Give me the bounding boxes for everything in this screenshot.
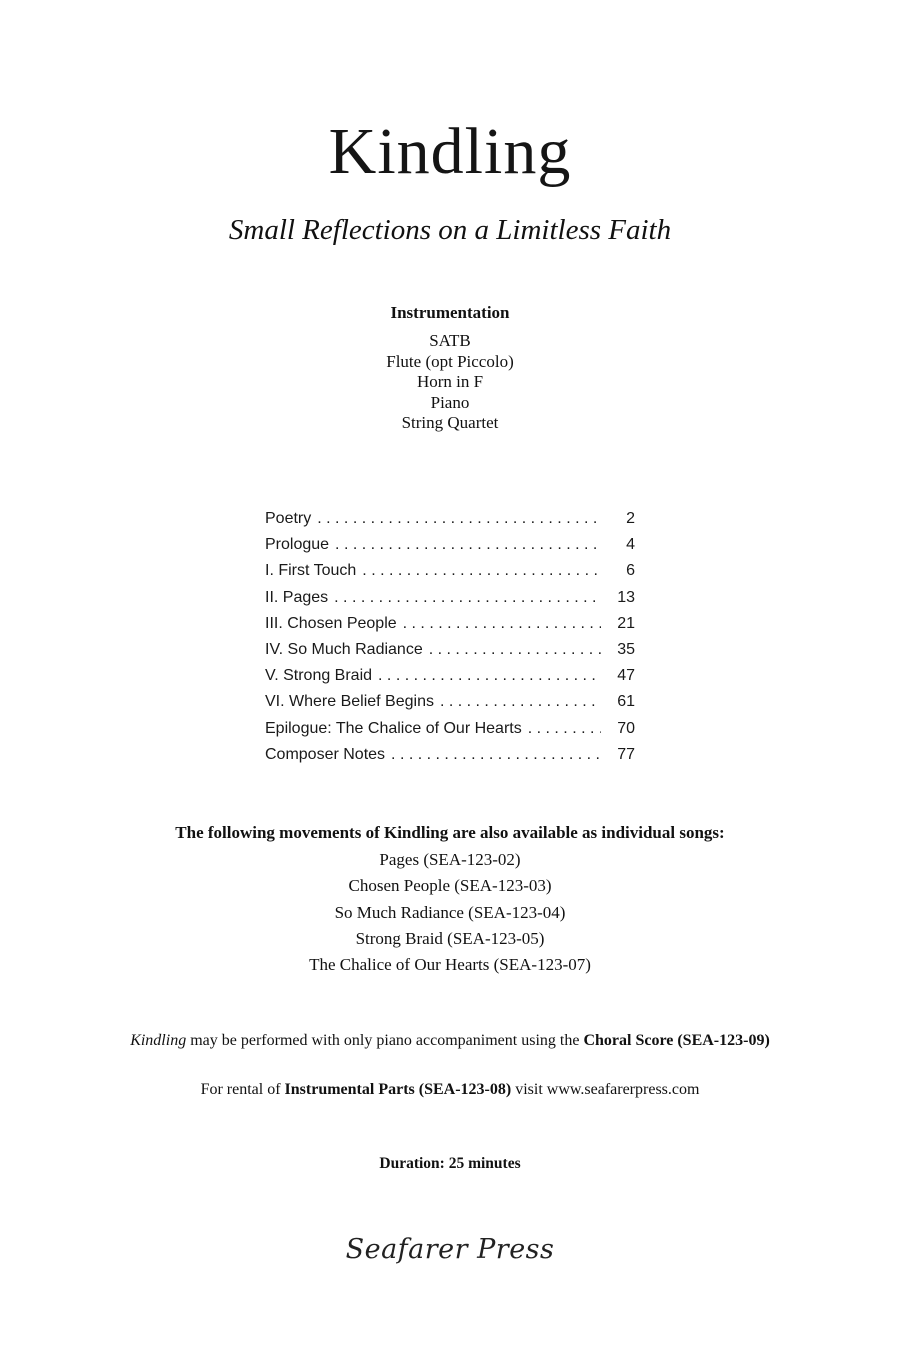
toc-entry-title: Composer Notes [265, 745, 386, 763]
toc-entry-title: V. Strong Braid [265, 667, 373, 685]
toc-entry-title: II. Pages [265, 588, 329, 606]
toc-leader-dots [440, 689, 601, 715]
toc-entry [265, 585, 635, 611]
table-of-contents [265, 506, 635, 768]
song-item: Pages (SEA-123-02) [379, 850, 521, 869]
toc-entry-page: 6 [626, 562, 635, 580]
toc-leader-dots [528, 716, 601, 742]
toc-entry [265, 637, 635, 663]
publisher-logo: Seafarer Press [345, 1234, 555, 1265]
work-title: Kindling [328, 115, 572, 188]
song-item: Chosen People (SEA-123-03) [348, 876, 552, 896]
duration: Duration: 25 minutes [379, 1155, 521, 1172]
instrumentation-heading: Instrumentation [390, 303, 510, 322]
toc-entry-title: Prologue [265, 536, 330, 554]
toc-entry [265, 506, 635, 532]
toc-leader-dots [378, 663, 601, 689]
rental-prefix: For rental of [200, 1081, 285, 1098]
toc-entry [265, 716, 635, 742]
toc-entry-page: 47 [617, 667, 635, 685]
instrument-item: String Quartet [401, 413, 499, 432]
toc-leader-dots [334, 585, 601, 611]
toc-entry-title: VI. Where Belief Begins [265, 693, 434, 711]
toc-entry-page: 77 [617, 745, 635, 763]
toc-leader-dots [391, 742, 601, 768]
toc-entry [265, 663, 635, 689]
instrumental-parts-reference: Instrumental Parts (SEA-123-08) [284, 1081, 512, 1098]
toc-entry-title: Poetry [265, 510, 312, 527]
toc-entry-title: III. Chosen People [265, 614, 397, 632]
individual-songs-list [0, 847, 900, 978]
toc-entry-title: IV. So Much Radiance [265, 640, 423, 658]
toc-leader-dots [403, 611, 601, 637]
note-work-title: Kindling [130, 1032, 187, 1049]
piano-accompaniment-note [0, 1030, 900, 1052]
instrument-item: Flute (opt Piccolo) [386, 351, 514, 371]
rental-note [0, 1079, 900, 1101]
toc-leader-dots [429, 637, 601, 663]
toc-entry-page: 4 [626, 536, 635, 554]
toc-entry [265, 558, 635, 584]
instrumentation-list [0, 331, 900, 434]
toc-entry-page: 70 [617, 719, 635, 737]
instrument-item: Piano [430, 392, 470, 412]
song-item: Strong Braid (SEA-123-05) [355, 928, 545, 948]
toc-entry-title: I. First Touch [265, 562, 357, 580]
instrument-item: Horn in F [416, 372, 484, 391]
song-item: So Much Radiance (SEA-123-04) [334, 902, 566, 922]
toc-entry-page: 61 [617, 693, 635, 711]
rental-suffix: visit www.seafarerpress.com [511, 1081, 700, 1098]
toc-leader-dots [335, 532, 601, 558]
toc-entry [265, 742, 635, 768]
note-text: may be performed with only piano accompaniment using the [186, 1032, 584, 1049]
choral-score-reference: Choral Score (SEA-123-09) [583, 1032, 770, 1049]
toc-entry-page: 13 [617, 588, 635, 606]
instrument-item: SATB [429, 331, 471, 350]
toc-entry [265, 611, 635, 637]
toc-leader-dots [317, 506, 601, 532]
toc-entry-title: Epilogue: The Chalice of Our Hearts [265, 719, 522, 737]
toc-entry [265, 689, 635, 715]
song-item: The Chalice of Our Hearts (SEA-123-07) [309, 955, 591, 975]
work-subtitle: Small Reflections on a Limitless Faith [228, 214, 672, 246]
toc-leader-dots [362, 558, 601, 584]
individual-songs-heading: The following movements of Kindling are also available as individual songs: [175, 823, 725, 842]
toc-entry-page: 21 [617, 614, 635, 632]
toc-entry-page: 35 [617, 640, 635, 658]
toc-entry-page: 2 [626, 510, 635, 527]
toc-entry [265, 532, 635, 558]
